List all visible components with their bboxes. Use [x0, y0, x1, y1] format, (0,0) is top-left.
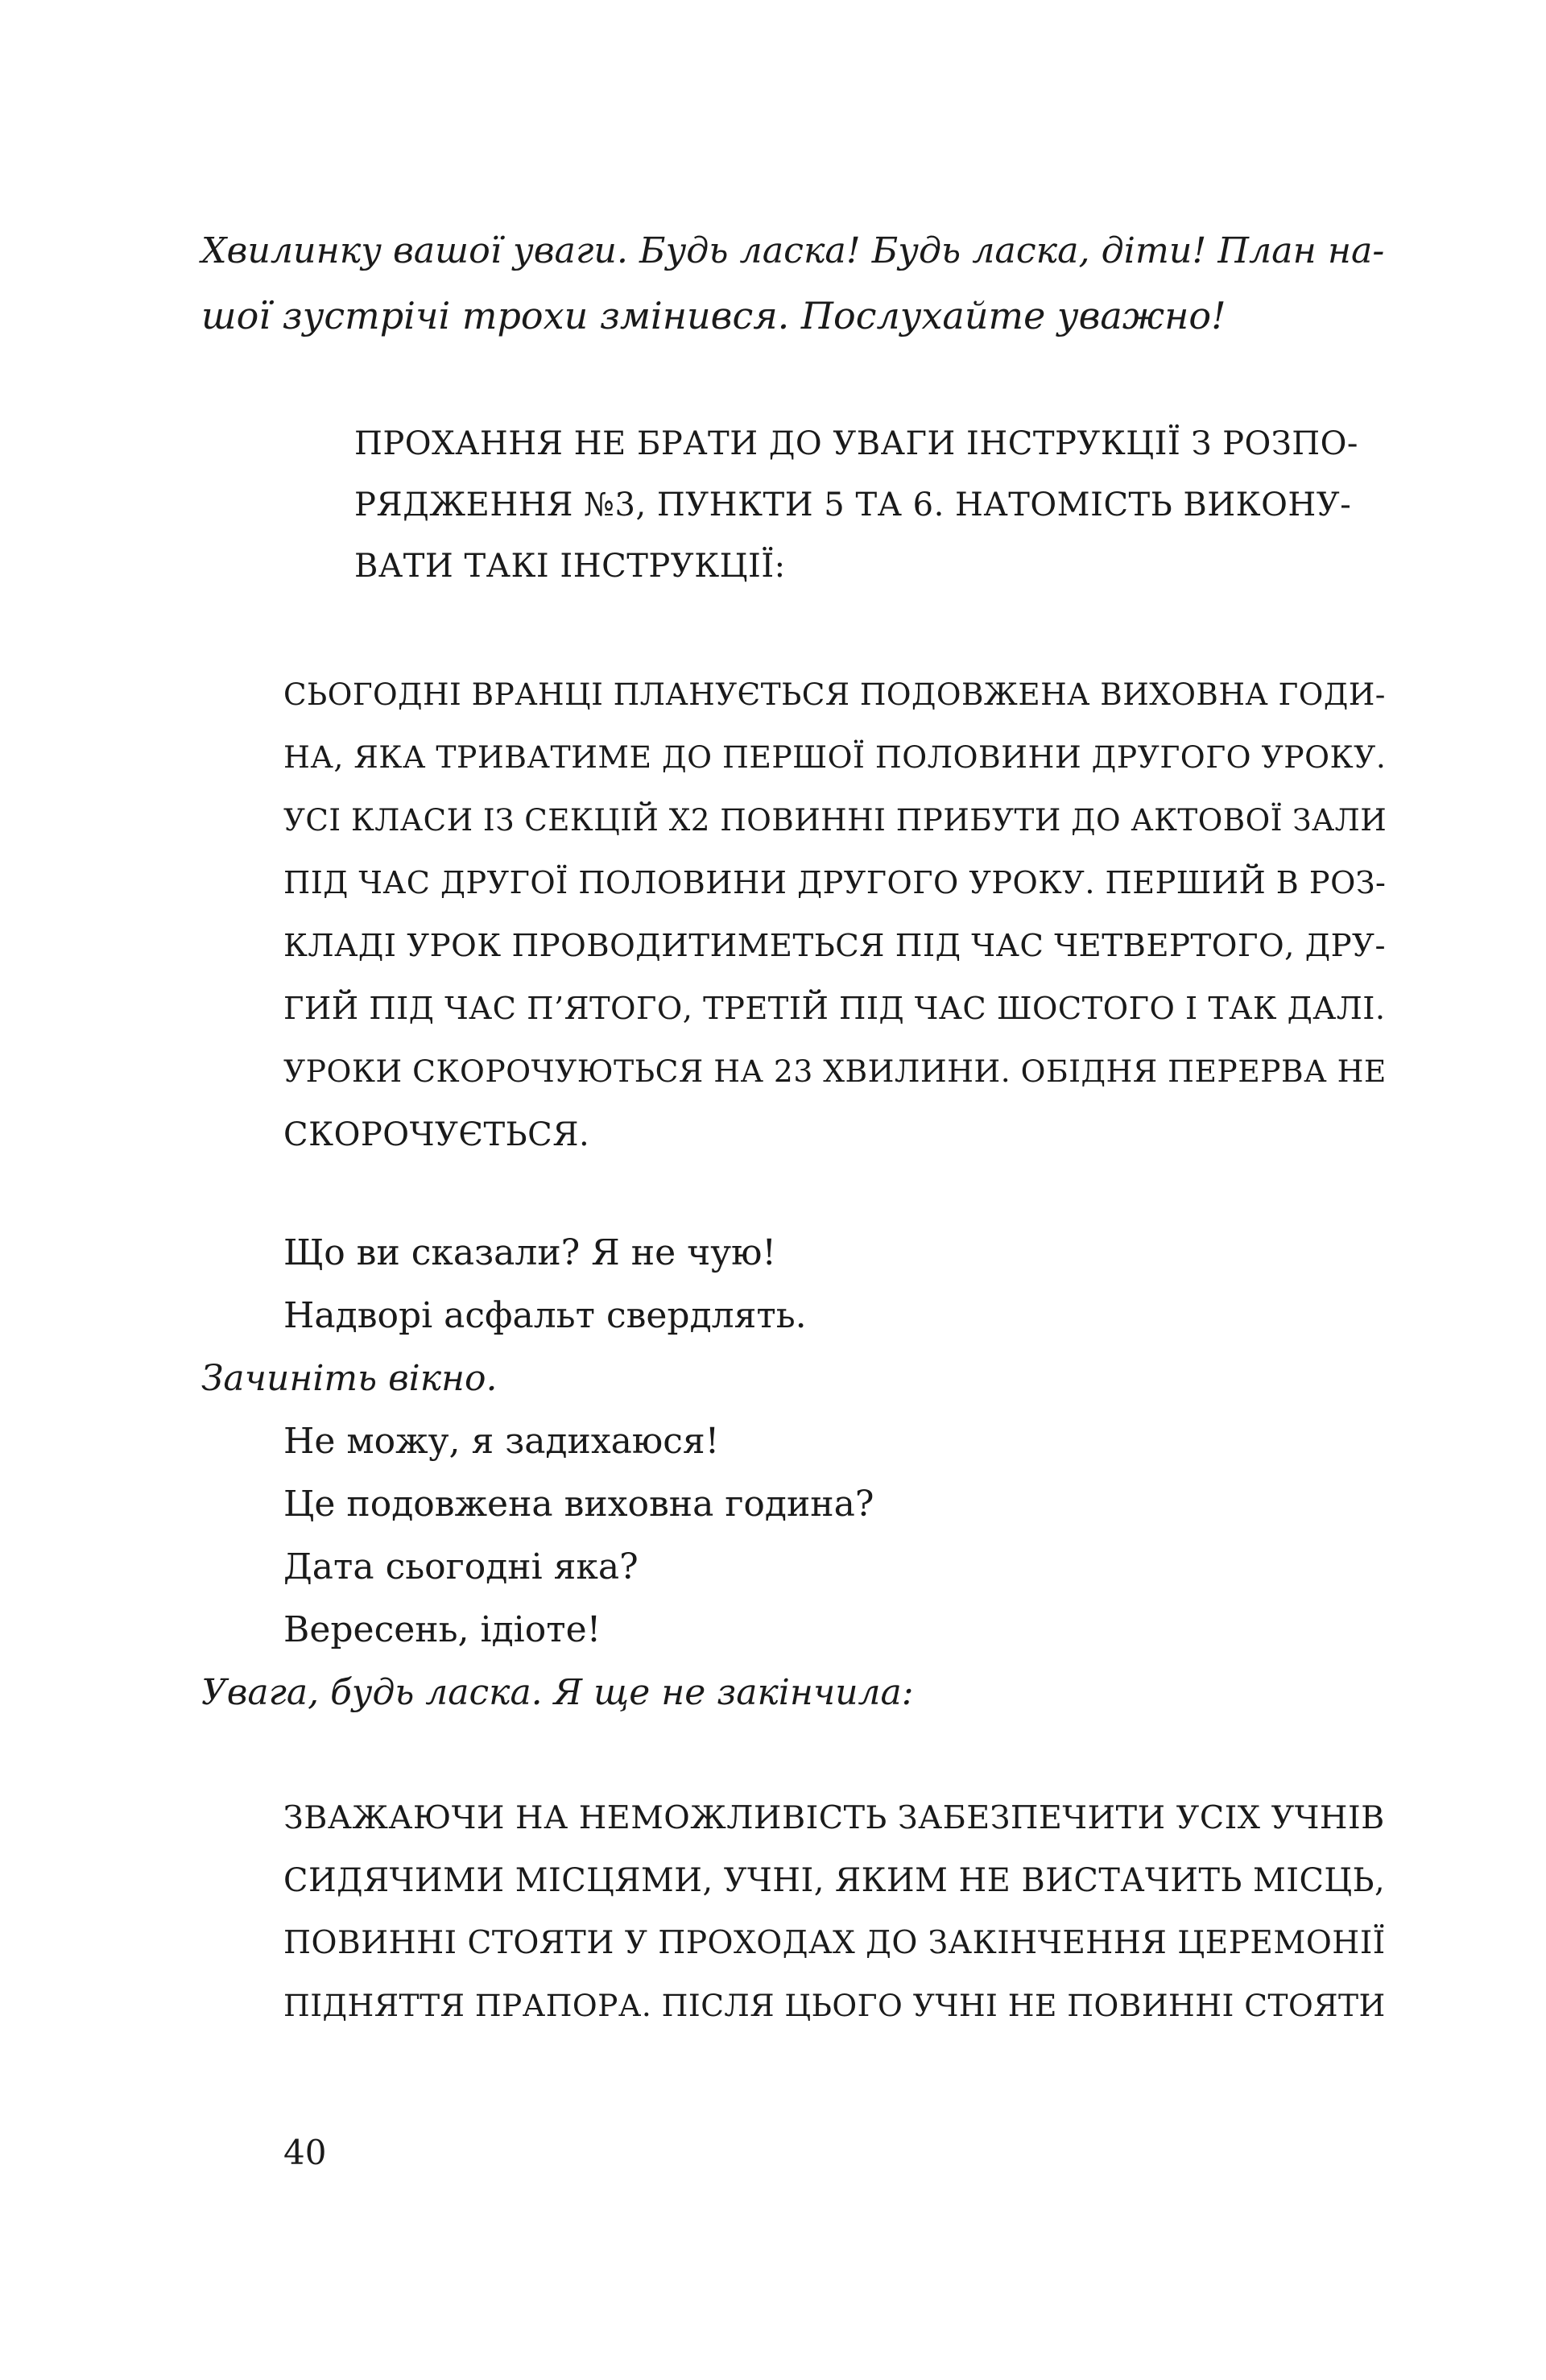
dialogue-line-6: Дата сьогодні яка?	[283, 1546, 639, 1587]
instruction-1-line-5: КЛАДІ УРОК ПРОВОДИТИМЕТЬСЯ ПІД ЧАС ЧЕТВЕРТОГО, ДРУ-	[283, 928, 1387, 964]
dialogue-line-5: Це подовжена виховна година?	[283, 1484, 874, 1525]
dialogue-line-1: Що ви сказали? Я не чую!	[283, 1232, 777, 1273]
instruction-2-line-2: СИДЯЧИМИ МІСЦЯМИ, УЧНІ, ЯКИМ НЕ ВИСТАЧИТЬ МІСЦЬ,	[283, 1862, 1386, 1899]
page-number: 40	[283, 2133, 327, 2172]
instruction-header-line-3: ВАТИ ТАКІ ІНСТРУКЦІЇ:	[354, 548, 786, 585]
dialogue-line-2: Надворі асфальт свердлять.	[283, 1295, 807, 1336]
instruction-1-line-6: ГИЙ ПІД ЧАС П’ЯТОГО, ТРЕТІЙ ПІД ЧАС ШОСТОГО І ТАК ДАЛІ.	[283, 991, 1386, 1027]
instruction-header-line-2: РЯДЖЕННЯ №3, ПУНКТИ 5 ТА 6. НАТОМІСТЬ ВИКОНУ-	[354, 486, 1352, 524]
instruction-1-line-1: СЬОГОДНІ ВРАНЦІ ПЛАНУЄТЬСЯ ПОДОВЖЕНА ВИХОВНА ГОДИ-	[283, 677, 1386, 712]
instruction-2-line-4: ПІДНЯТТЯ ПРАПОРА. ПІСЛЯ ЦЬОГО УЧНІ НЕ ПОВИННІ СТОЯТИ	[283, 1988, 1386, 2023]
instruction-1-line-7: УРОКИ СКОРОЧУЮТЬСЯ НА 23 ХВИЛИНИ. ОБІДНЯ ПЕРЕРВА НЕ	[283, 1053, 1387, 1089]
instruction-1-line-3: УСІ КЛАСИ ІЗ СЕКЦІЙ Х2 ПОВИННІ ПРИБУТИ ДО АКТОВОЇ ЗАЛИ	[283, 802, 1387, 838]
instruction-1-line-8: СКОРОЧУЄТЬСЯ.	[283, 1116, 590, 1153]
intro-line-1: Хвилинку вашої уваги. Будь ласка! Будь ласка, діти! План на-	[201, 230, 1385, 271]
dialogue-line-3: Зачиніть вікно.	[201, 1358, 498, 1399]
dialogue-line-7: Вересень, ідіоте!	[283, 1609, 601, 1650]
dialogue-line-8: Увага, будь ласка. Я ще не закінчила:	[201, 1672, 914, 1713]
instruction-1-line-4: ПІД ЧАС ДРУГОЇ ПОЛОВИНИ ДРУГОГО УРОКУ. ПЕРШИЙ В РОЗ-	[283, 865, 1387, 900]
intro-line-2: шої зустрічі трохи змінився. Послухайте уважно!	[201, 294, 1226, 337]
dialogue-line-4: Не можу, я задихаюся!	[283, 1421, 720, 1462]
instruction-2-line-3: ПОВИННІ СТОЯТИ У ПРОХОДАХ ДО ЗАКІНЧЕННЯ ЦЕРЕМОНІЇ	[283, 1925, 1386, 1961]
instruction-2-line-1: ЗВАЖАЮЧИ НА НЕМОЖЛИВІСТЬ ЗАБЕЗПЕЧИТИ УСІХ УЧНІВ	[283, 1799, 1385, 1836]
instruction-1-line-2: НА, ЯКА ТРИВАТИМЕ ДО ПЕРШОЇ ПОЛОВИНИ ДРУГОГО УРОКУ.	[283, 739, 1387, 775]
instruction-header-line-1: ПРОХАННЯ НЕ БРАТИ ДО УВАГИ ІНСТРУКЦІЇ З РОЗПО-	[354, 425, 1358, 462]
